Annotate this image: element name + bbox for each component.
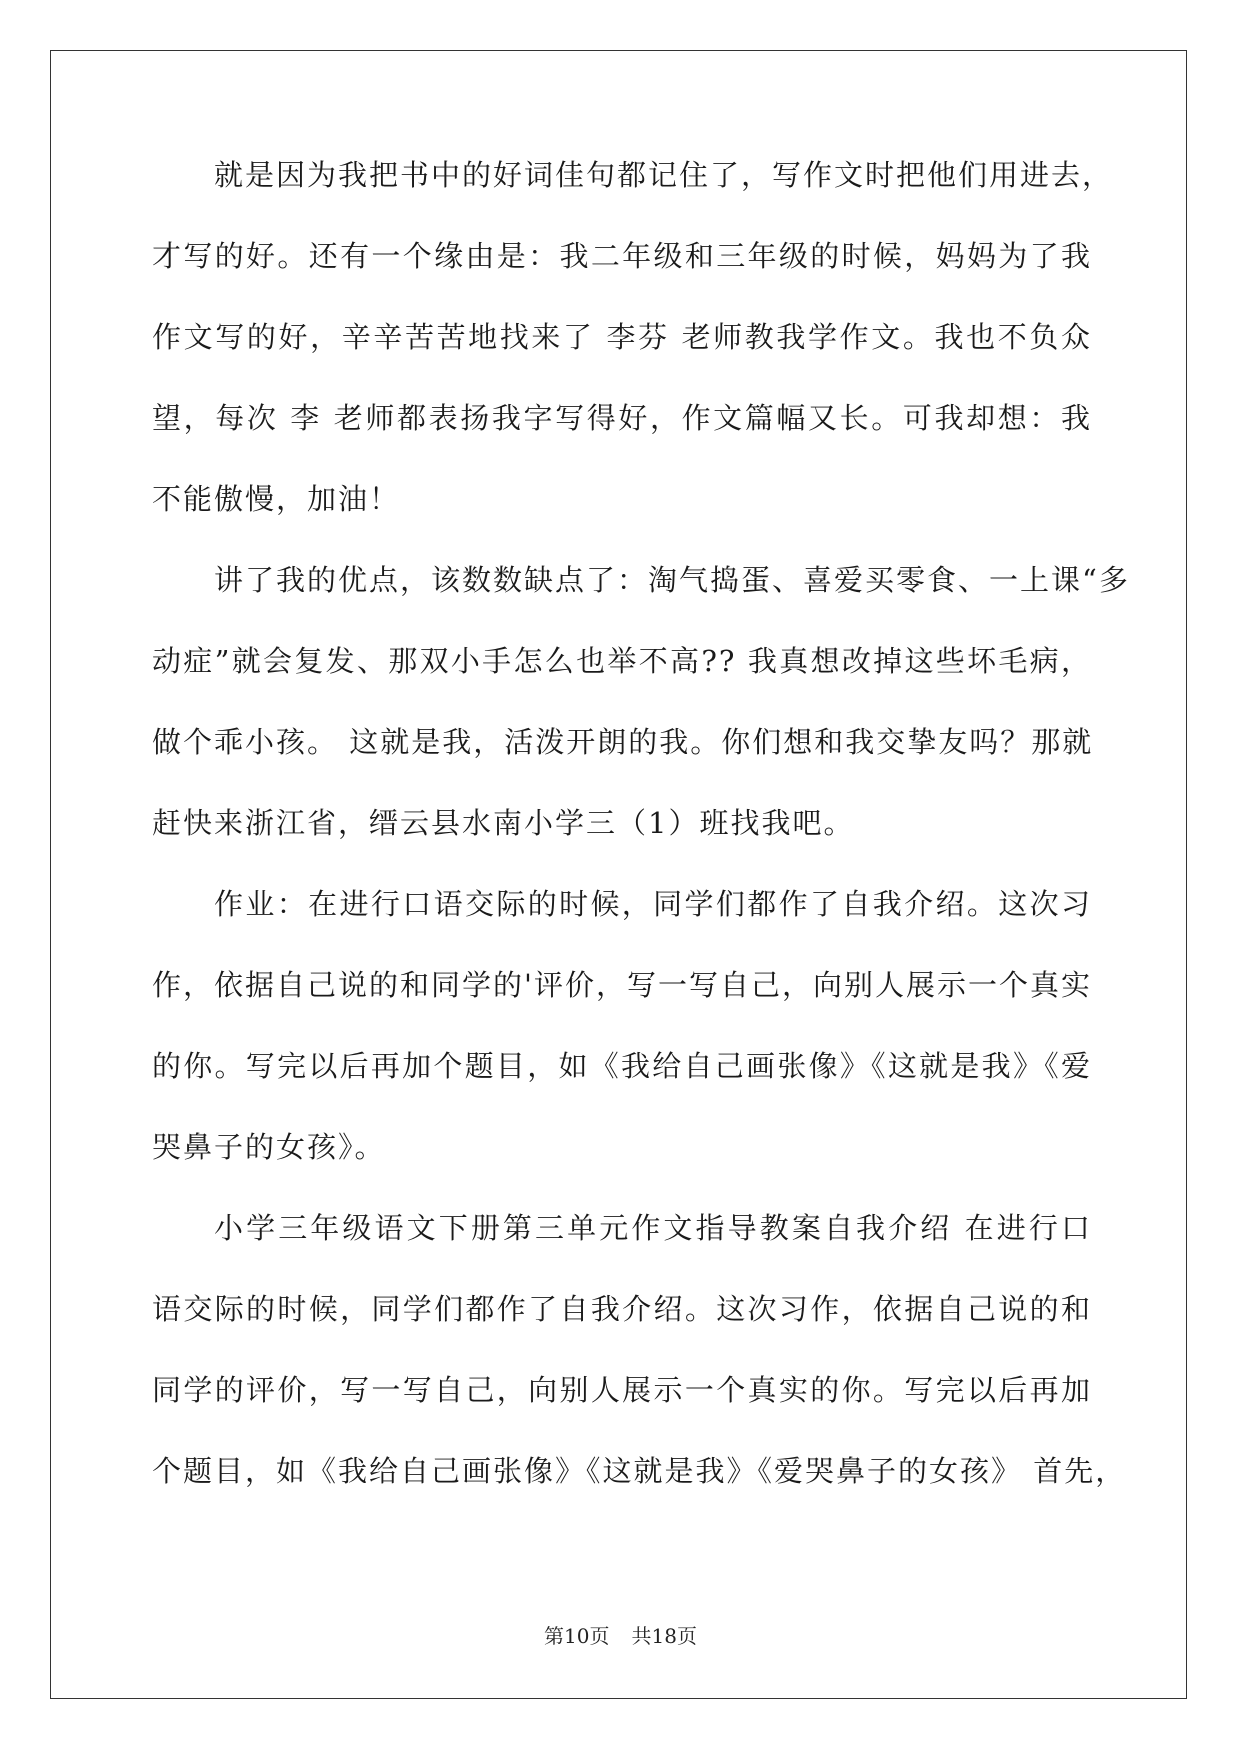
text-line: 望，每次 李 老师都表扬我字写得好，作文篇幅又长。可我却想：我 <box>152 401 1092 435</box>
document-body <box>152 158 1130 1535</box>
text-line: 赶快来浙江省，缙云县水南小学三（1）班找我吧。 <box>152 806 855 840</box>
text-line: 哭鼻子的女孩》。 <box>152 1130 386 1164</box>
page-number: 第10页 <box>544 1624 610 1648</box>
text-line: 才写的好。还有一个缘由是：我二年级和三年级的时候，妈妈为了我 <box>152 239 1092 273</box>
text-line: 做个乖小孩。 这就是我，活泼开朗的我。你们想和我交挚友吗？那就 <box>152 725 1094 759</box>
text-line: 语交际的时候，同学们都作了自我介绍。这次习作，依据自己说的和 <box>152 1292 1092 1326</box>
text-line: 作业：在进行口语交际的时候，同学们都作了自我介绍。这次习 <box>214 887 1092 921</box>
text-line: 讲了我的优点，该数数缺点了：淘气捣蛋、喜爱买零食、一上课“多 <box>214 563 1130 597</box>
text-line: 的你。写完以后再加个题目，如《我给自己画张像》《这就是我》《爱 <box>152 1049 1092 1083</box>
text-line: 就是因为我把书中的好词佳句都记住了，写作文时把他们用进去， <box>214 158 1114 192</box>
text-line: 作，依据自己说的和同学的'评价，写一写自己，向别人展示一个真实 <box>152 968 1092 1002</box>
text-line: 不能傲慢，加油！ <box>152 482 401 516</box>
text-line: 动症”就会复发、那双小手怎么也举不高?? 我真想改掉这些坏毛病， <box>152 644 1092 678</box>
text-line: 同学的评价，写一写自己，向别人展示一个真实的你。写完以后再加 <box>152 1373 1092 1407</box>
text-line: 小学三年级语文下册第三单元作文指导教案自我介绍 在进行口 <box>214 1211 1092 1245</box>
page-footer <box>0 1620 1241 1649</box>
text-line: 个题目，如《我给自己画张像》《这就是我》《爱哭鼻子的女孩》 首先， <box>152 1454 1127 1488</box>
page-total: 共18页 <box>631 1624 697 1648</box>
text-line: 作文写的好，辛辛苦苦地找来了 李芬 老师教我学作文。我也不负众 <box>152 320 1092 354</box>
